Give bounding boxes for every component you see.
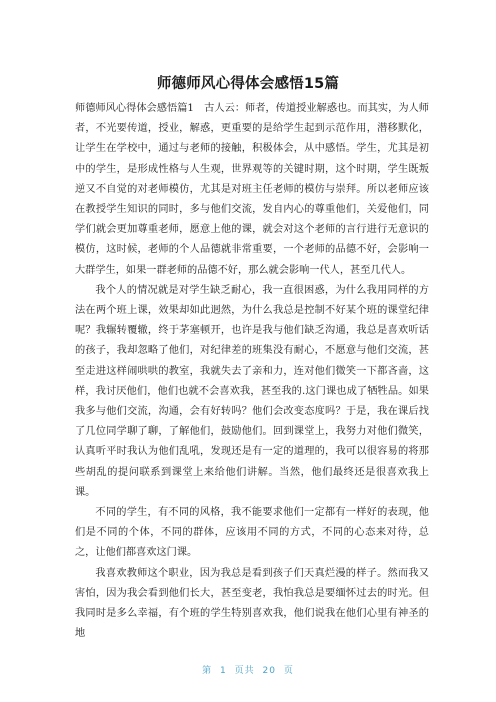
- footer-middle: 页共: [234, 666, 255, 676]
- footer-page-number: 1: [220, 666, 227, 676]
- footer-suffix: 页: [283, 666, 294, 676]
- document-body: [75, 99, 429, 644]
- page-title: 师德师风心得体会感悟15篇: [156, 76, 340, 92]
- paragraph-2: 我个人的情况就是对学生缺乏耐心，我一直很困惑，为什么我用同样的方法在两个班上课，效果却如此迥然，为什么我总是控制不好某个班的课堂纪律呢？我辗转覆辙，终于茅塞顿开，也许是我与他们缺乏沟通，我总是喜欢听话的孩子，我却忽略了他们，对纪律差的班集没有耐心，不愿意与他们交流，甚至走进这样闹哄哄的教室，我就失去了亲和力，连对他们微笑一下都吝啬，这样，我讨厌他们，他们也就不会喜欢我，甚至我的.这门课也成了牺牲品。如果我多与他们交流，沟通，会有好转吗？他们会改变态度吗？于是，我在课后找了几位同学聊了聊，了解他们，鼓励他们。回到课堂上，我努力对他们微笑，认真听平时我认为他们乱吼，发现还是有一定的道理的，我可以很容易的将那些胡乱的提问联系到课堂上来给他们讲解。当然，他们最终还是很喜欢我上课。: [75, 284, 429, 498]
- paragraph-3: 不同的学生，有不同的风格，我不能要求他们一定都有一样好的表现，他们是不同的个体，不同的群体，应该用不同的方式，不同的心态来对待，总之，让他们都喜欢这门课。: [75, 507, 429, 559]
- paragraph-1: 师德师风心得体会感悟篇1 古人云：师者，传道授业解惑也。而其实，为人师者，不光要传道，授业，解惑，更重要的是给学生起到示范作用，潜移默化，让学生在学校中，通过与老师的接触，积极体会，从中感悟。学生，尤其是初中的学生，是形成性格与人生观，世界观等的关键时期，这个时期，学生既叛逆又不自觉的对老师模仿，尤其是对班主任老师的模仿与崇拜。所以老师应该在教授学生知识的同时，多与他们交流，发自内心的尊重他们，关爱他们，同学们就会更加尊重老师，愿意上他的课，就会对这个老师的言行进行无意识的模仿，这时候，老师的个人品德就非常重要，一个老师的品德不好，会影响一大群学生，如果一群老师的品德不好，那么就会影响一代人，甚至几代人。: [75, 103, 429, 276]
- paragraph-4: 我喜欢教师这个职业，因为我总是看到孩子们天真烂漫的样子。然而我又害怕，因为我会看到他们长大，甚至变老，我怕我总是要缅怀过去的时光。但我同时是多么幸福，有个班的学生特别喜欢我，他们说我在他们心里有神圣的地: [75, 567, 429, 640]
- footer-prefix: 第: [202, 666, 213, 676]
- footer-total-pages: 20: [262, 666, 276, 676]
- page-footer: [0, 665, 496, 677]
